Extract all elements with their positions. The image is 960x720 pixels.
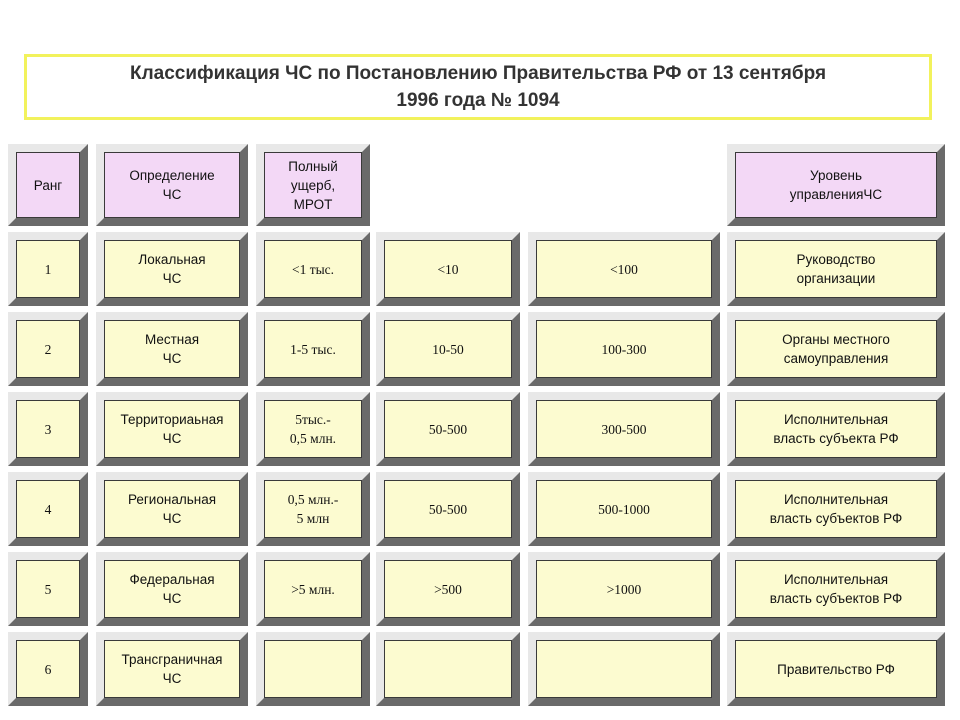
row-2-level-line-1: Органы местного [782,332,890,347]
row-1-value-a: <10 [437,261,459,277]
row-1-definition-line-2: ЧС [162,271,182,286]
row-4-definition-line-2: ЧС [162,511,182,526]
row-1-rank-cell [8,232,88,306]
row-2-rank: 2 [44,341,52,357]
row-1-value-b: <100 [610,261,638,277]
header-level-line-1: Уровень [809,168,862,183]
row-4-definition-cell [96,472,248,546]
row-6-value-a-cell [376,632,520,706]
row-3-definition-cell [96,392,248,466]
header-rank: Ранг [33,177,63,193]
row-3-level-line-2: власть субъекта РФ [773,431,899,446]
row-3-damage-cell [256,392,370,466]
row-1-rank: 1 [44,261,52,277]
row-5-value-a-cell [376,552,520,626]
row-2-value-b: 100-300 [601,341,647,357]
row-3-value-a: 50-500 [428,421,468,437]
row-2-damage-cell [256,312,370,386]
row-4-definition-line-1: Региональная [127,492,217,507]
row-1-damage-cell [256,232,370,306]
row-6-value-b-cell [528,632,720,706]
title-line-2: 1996 года № 1094 [396,90,560,111]
row-2-value-a: 10-50 [432,341,464,357]
row-4-value-b-cell [528,472,720,546]
row-2-damage: 1-5 тыс. [290,341,336,357]
row-2-value-a-cell [376,312,520,386]
row-5-rank: 5 [44,581,52,597]
row-1-value-b-cell [528,232,720,306]
row-3-definition-line-1: Территориаьная [120,412,224,427]
row-2-level-cell [727,312,945,386]
row-5-rank-cell [8,552,88,626]
row-5-damage-cell [256,552,370,626]
row-5-value-b: >1000 [606,581,642,597]
header-definition-cell [96,144,248,226]
row-6-rank-cell [8,632,88,706]
row-5-definition-cell [96,552,248,626]
row-4-rank: 4 [44,501,52,517]
row-2-rank-cell [8,312,88,386]
row-5-definition-line-1: Федеральная [129,572,215,587]
row-5-level-cell [727,552,945,626]
row-3-damage-line-2: 0,5 млн. [289,431,337,446]
row-2-definition-line-2: ЧС [162,351,182,366]
row-3-value-b: 300-500 [601,421,647,437]
row-4-damage-line-2: 5 млн [296,511,330,526]
row-3-value-b-cell [528,392,720,466]
row-1-level-line-1: Руководство [796,252,876,267]
row-6-definition-line-2: ЧС [162,671,182,686]
row-5-level-line-1: Исполнительная [783,572,889,587]
row-6-damage-cell [256,632,370,706]
row-6-definition-cell [96,632,248,706]
row-6-definition-line-1: Трансграничная [121,652,223,667]
header-damage-cell [256,144,370,226]
row-4-value-b: 500-1000 [598,501,650,517]
row-1-level-cell [727,232,945,306]
row-2-definition-cell [96,312,248,386]
header-level-cell [727,144,945,226]
row-2-value-b-cell [528,312,720,386]
row-3-level-cell [727,392,945,466]
row-5-level-line-2: власть субъектов РФ [769,591,903,606]
row-4-value-a: 50-500 [428,501,468,517]
row-3-rank-cell [8,392,88,466]
header-definition-line-1: Определение [129,168,215,183]
row-4-value-a-cell [376,472,520,546]
header-damage-line-2: ущерб, [290,177,336,193]
row-5-value-a: >500 [434,581,462,597]
header-definition-line-2: ЧС [162,187,182,202]
row-3-definition-line-2: ЧС [162,431,182,446]
header-damage-line-1: Полный [288,158,338,174]
row-2-level-line-2: самоуправления [783,351,889,366]
header-level-line-2: управленияЧС [789,187,883,202]
header-damage-line-3: МРОТ [293,196,333,212]
row-1-level-line-2: организации [796,271,876,286]
row-4-level-line-2: власть субъектов РФ [769,511,903,526]
title-box [24,54,932,120]
row-5-value-b-cell [528,552,720,626]
row-6-rank: 6 [44,661,52,677]
row-3-value-a-cell [376,392,520,466]
row-6-level-cell [727,632,945,706]
row-4-level-line-1: Исполнительная [783,492,889,507]
row-1-definition-cell [96,232,248,306]
row-2-definition-line-1: Местная [144,332,200,347]
row-4-rank-cell [8,472,88,546]
row-4-damage-line-1: 0,5 млн.- [287,492,339,507]
row-4-damage-cell [256,472,370,546]
row-1-value-a-cell [376,232,520,306]
title-line-1: Классификация ЧС по Постановлению Правительства РФ от 13 сентября [129,63,827,84]
row-1-definition-line-1: Локальная [138,252,206,267]
row-5-definition-line-2: ЧС [162,591,182,606]
header-rank-cell [8,144,88,226]
row-3-level-line-1: Исполнительная [783,412,889,427]
row-4-level-cell [727,472,945,546]
row-3-rank: 3 [44,421,52,437]
row-1-damage: <1 тыс. [291,261,335,277]
row-3-damage-line-1: 5тыс.- [295,412,331,427]
row-6-level: Правительство РФ [777,661,895,677]
row-5-damage: >5 млн. [291,581,335,597]
